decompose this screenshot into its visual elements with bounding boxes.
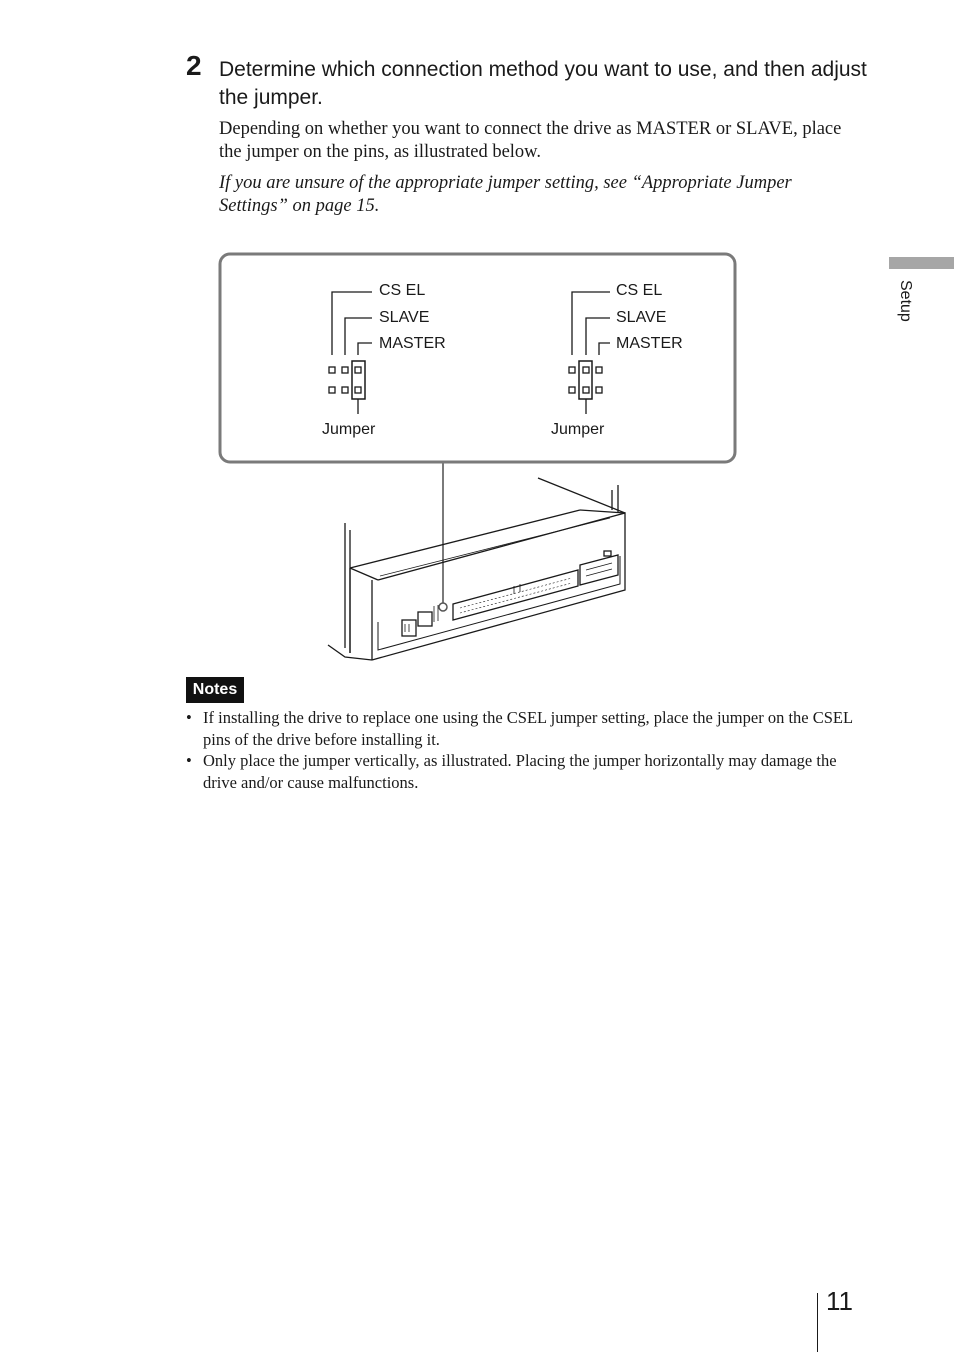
step-number: 2 bbox=[186, 50, 202, 81]
step-heading: Determine which connection method you want to use, and then adjust the jumper. bbox=[219, 58, 867, 109]
page-number-rule bbox=[817, 1293, 818, 1352]
section-tab-label: Setup bbox=[897, 280, 914, 322]
notes-badge: Notes bbox=[186, 677, 244, 703]
note-text: If installing the drive to replace one using the CSEL jumper setting, place the jumper on the CSEL pins of the drive before installing it. bbox=[203, 708, 853, 749]
label-right-master: MASTER bbox=[616, 335, 683, 352]
label-left-master: MASTER bbox=[379, 335, 446, 352]
section-tab-marker bbox=[889, 257, 954, 269]
page-number: 11 bbox=[826, 1286, 853, 1316]
note-item bbox=[186, 707, 856, 750]
cd-drive-illustration bbox=[328, 478, 625, 660]
notes-list bbox=[186, 707, 856, 793]
step-description: Depending on whether you want to connect the drive as MASTER or SLAVE, place the jumper on the pins, as illustrated below. bbox=[219, 119, 842, 162]
label-left-slave: SLAVE bbox=[379, 309, 430, 326]
label-right-slave: SLAVE bbox=[616, 309, 667, 326]
bullet: • bbox=[186, 751, 192, 770]
callout-dot bbox=[439, 603, 447, 611]
label-left-jumper: Jumper bbox=[322, 421, 376, 438]
bullet: • bbox=[186, 708, 192, 727]
note-item bbox=[186, 750, 856, 793]
label-right-csel: CS EL bbox=[616, 282, 663, 299]
note-text: Only place the jumper vertically, as illustrated. Placing the jumper horizontally may damage the drive and/or cause malfunctions. bbox=[203, 751, 837, 792]
label-right-jumper: Jumper bbox=[551, 421, 605, 438]
cross-reference-note: If you are unsure of the appropriate jumper setting, see “Appropriate Jumper Settings” on page 15. bbox=[219, 173, 792, 216]
label-left-csel: CS EL bbox=[379, 282, 426, 299]
